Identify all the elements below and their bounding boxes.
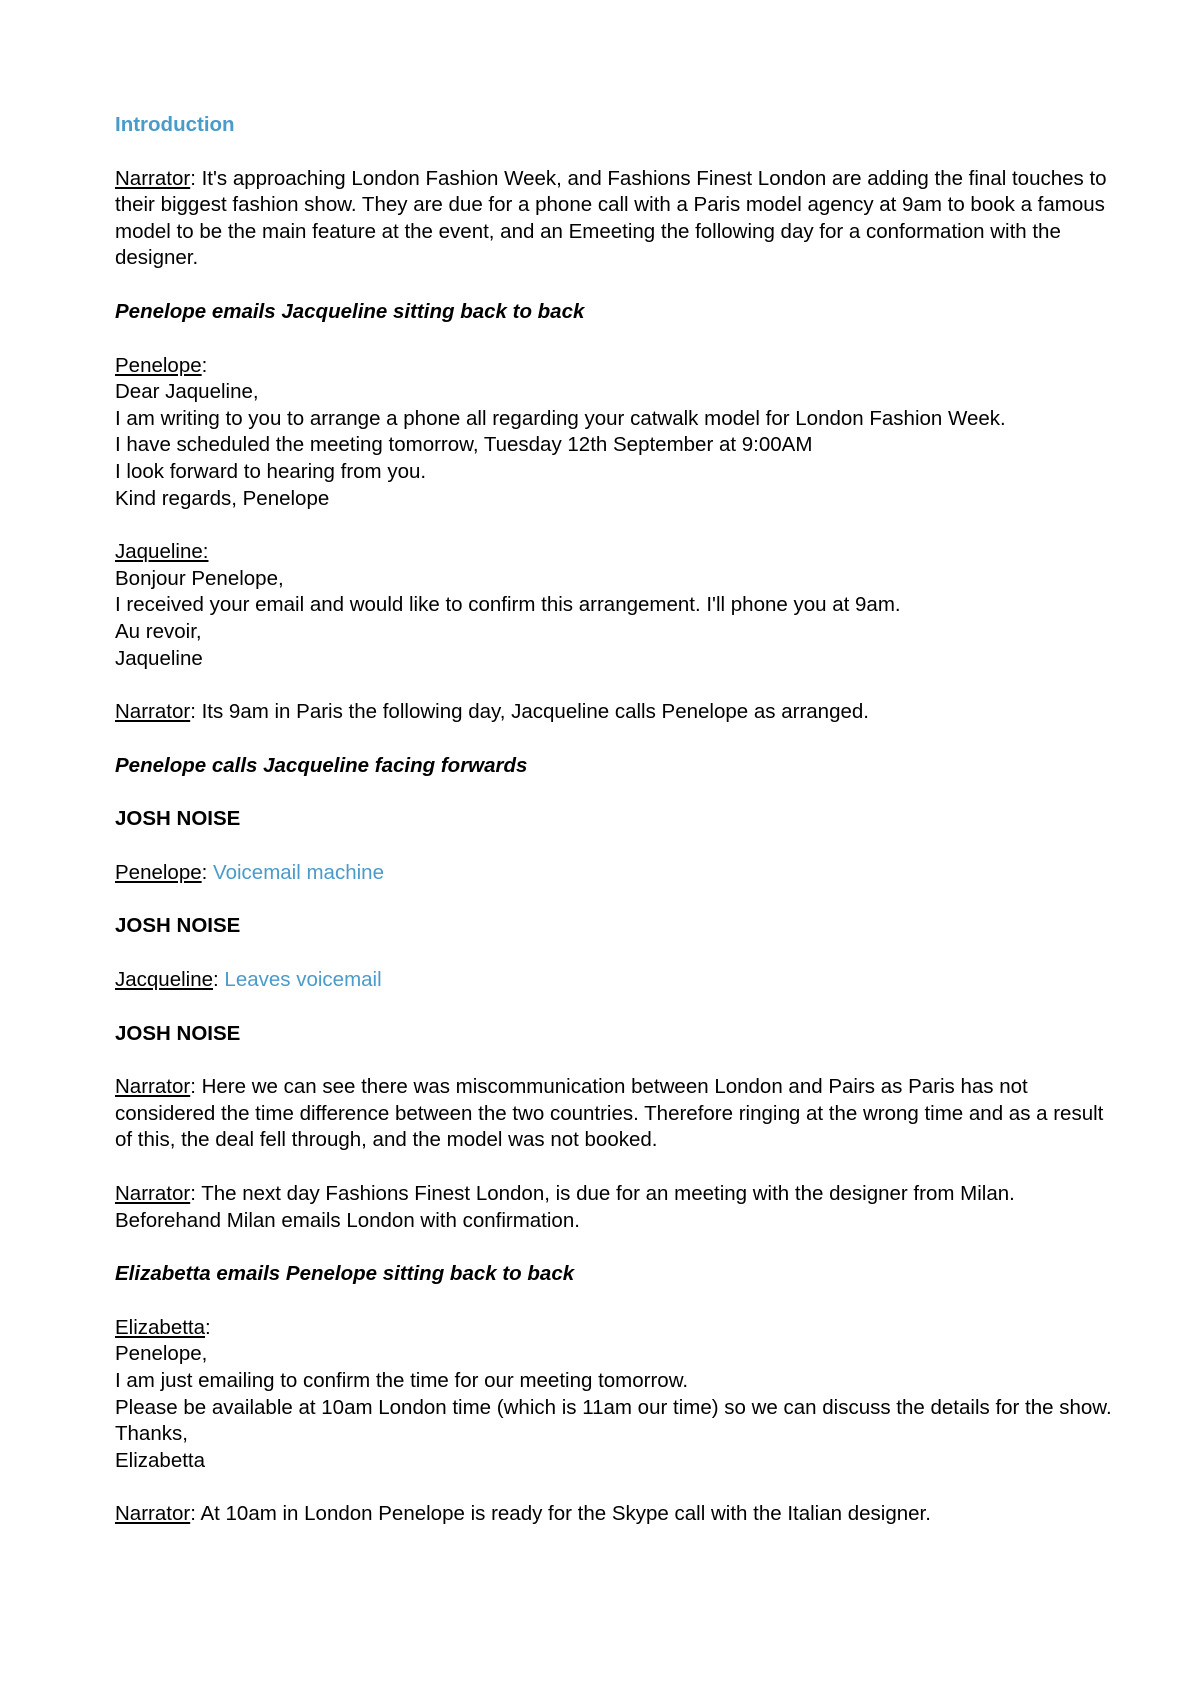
document-page — [115, 112, 1115, 1555]
sound-effect-2: JOSH NOISE — [115, 914, 241, 938]
speaker-colon: : — [205, 1315, 211, 1339]
speaker-jaqueline: Jaqueline: — [115, 540, 209, 564]
narrator-paragraph-4 — [115, 1181, 1115, 1234]
stage-direction-3: Elizabetta emails Penelope sitting back to back — [115, 1262, 575, 1286]
email-line: I am writing to you to arrange a phone all regarding your catwalk model for London Fashion Week. — [115, 406, 1006, 430]
narration-text: : Here we can see there was miscommunication between London and Pairs as Paris has not considered the time difference between the two countries. Therefore ringing at the wrong time and as a result of this, the deal fell through, and the model was not booked. — [115, 1075, 1104, 1152]
speaker-narrator: Narrator — [115, 1075, 191, 1099]
narrator-intro — [115, 166, 1115, 272]
action-text: Voicemail machine — [213, 860, 384, 884]
narrator-paragraph-2 — [115, 699, 1115, 726]
narration-text: : It's approaching London Fashion Week, and Fashions Finest London are adding the final touches to their biggest fashion show. They are due for a phone call with a Paris model agency at 9am to book a famous model to be the main feature at the event, and an Emeeting the following day for a conformation with the designer. — [115, 166, 1107, 270]
email-line: Please be available at 10am London time (which is 11am our time) so we can discuss the details for the show. — [115, 1395, 1112, 1419]
narrator-paragraph-5 — [115, 1501, 1115, 1528]
email-elizabetta — [115, 1315, 1115, 1475]
action-text: Leaves voicemail — [224, 968, 382, 992]
speaker-narrator: Narrator — [115, 700, 191, 724]
email-line: Thanks, — [115, 1422, 188, 1446]
speaker-colon: : — [201, 353, 208, 377]
section-heading: Introduction — [115, 113, 235, 136]
sound-effect-3: JOSH NOISE — [115, 1021, 241, 1045]
call-line-penelope — [115, 860, 1115, 887]
speaker-colon: : — [201, 860, 214, 884]
email-line: I have scheduled the meeting tomorrow, Tuesday 12th September at 9:00AM — [115, 433, 813, 457]
speaker-narrator: Narrator — [115, 1182, 191, 1206]
email-line: Dear Jaqueline, — [115, 380, 259, 404]
email-penelope — [115, 353, 1115, 513]
email-line: Au revoir, — [115, 619, 202, 643]
speaker-narrator: Narrator — [115, 166, 191, 190]
email-line: Elizabetta — [115, 1448, 206, 1472]
email-line: Kind regards, Penelope — [115, 486, 330, 510]
speaker-jacqueline: Jacqueline — [115, 968, 214, 992]
stage-direction-2: Penelope calls Jacqueline facing forwards — [115, 753, 528, 777]
email-line: Penelope, — [115, 1342, 208, 1366]
email-line: I received your email and would like to confirm this arrangement. I'll phone you at 9am. — [115, 593, 901, 617]
email-speaker-line — [115, 353, 1115, 380]
speaker-narrator: Narrator — [115, 1502, 191, 1526]
speaker-penelope: Penelope — [115, 353, 202, 377]
speaker-penelope: Penelope — [115, 860, 202, 884]
call-line-jacqueline — [115, 967, 1115, 994]
narration-text: : Its 9am in Paris the following day, Jacqueline calls Penelope as arranged. — [190, 700, 869, 724]
email-line: Bonjour Penelope, — [115, 566, 284, 590]
email-jaqueline — [115, 539, 1115, 672]
narration-text: : At 10am in London Penelope is ready for the Skype call with the Italian designer. — [190, 1502, 931, 1526]
speaker-elizabetta: Elizabetta — [115, 1315, 206, 1339]
speaker-colon: : — [213, 968, 225, 992]
email-line: I look forward to hearing from you. — [115, 459, 427, 483]
sound-effect-1: JOSH NOISE — [115, 807, 241, 831]
narrator-paragraph-3 — [115, 1074, 1115, 1154]
email-speaker-line — [115, 1315, 1115, 1342]
email-line: Jaqueline — [115, 646, 203, 670]
stage-direction-1: Penelope emails Jacqueline sitting back to back — [115, 299, 585, 323]
narration-text: : The next day Fashions Finest London, is due for an meeting with the designer from Milan. Beforehand Milan emails London with confirmation. — [115, 1182, 1015, 1232]
email-line: I am just emailing to confirm the time for our meeting tomorrow. — [115, 1369, 689, 1392]
